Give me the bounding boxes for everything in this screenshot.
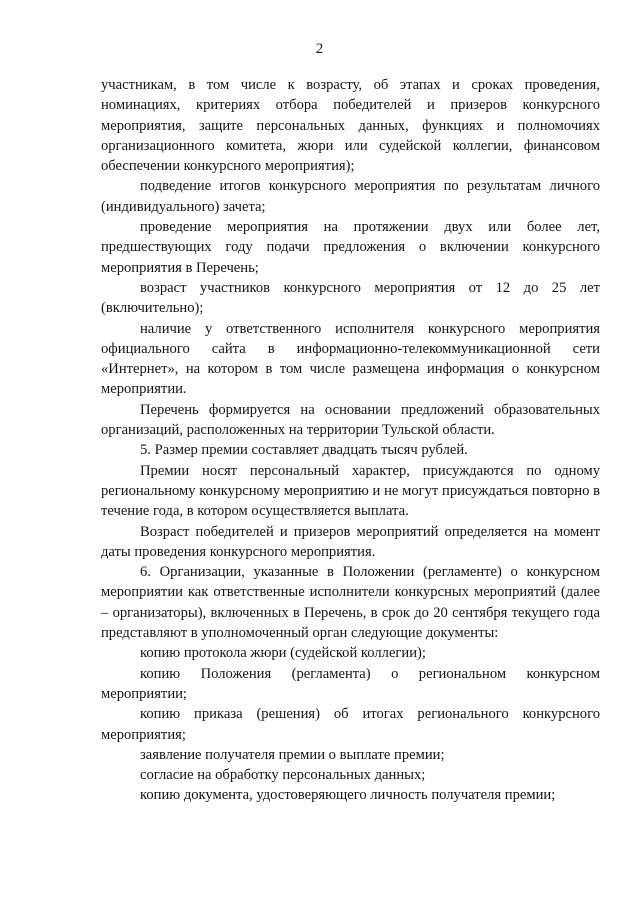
document-body	[101, 75, 600, 806]
paragraph-6: Перечень формируется на основании предложений образовательных организаций, расположенных на территории Тульской области.	[101, 401, 600, 439]
paragraph-7: 5. Размер премии составляет двадцать тысяч рублей.	[140, 442, 468, 459]
paragraph-8: Премии носят персональный характер, присуждаются по одному региональному конкурсному мероприятию и не могут присуждаться повторно в течение года, в котором осуществляется выплата.	[101, 462, 600, 520]
list-item-consent: согласие на обработку персональных данных;	[140, 767, 426, 784]
page-number: 2	[315, 41, 324, 57]
paragraph-2: подведение итогов конкурсного мероприятия по результатам личного (индивидуального) зачета;	[101, 178, 600, 215]
list-item-identity-document: копию документа, удостоверяющего личность получателя премии;	[140, 787, 556, 804]
paragraph-4: возраст участников конкурсного мероприятия от 12 до 25 лет (включительно);	[101, 279, 600, 317]
paragraph-10: 6. Организации, указанные в Положении (регламенте) о конкурсном мероприятии как ответственные исполнители конкурсных мероприятий (далее – организаторы), включенных в Перечень, в срок до 20 сентября текущего года представляют в уполномоченный орган следующие документы:	[101, 564, 600, 642]
paragraph-3: проведение мероприятия на протяжении двух или более лет, предшествующих году подачи предложения о включении конкурсного мероприятия в Перечень;	[101, 219, 600, 276]
paragraph-9: Возраст победителей и призеров мероприятий определяется на момент даты проведения конкурсного мероприятия.	[101, 523, 600, 560]
list-item-regulation: копию Положения (регламента) о региональном конкурсном мероприятии;	[101, 665, 600, 702]
paragraph-1: участникам, в том числе к возрасту, об этапах и сроках проведения, номинациях, критериях отбора победителей и призеров конкурсного мероприятия, защите персональных данных, функциях и полномочиях организационного комитета, жюри или судейской коллегии, финансовом обеспечении конкурсного мероприятия);	[101, 77, 600, 175]
list-item-protocol: копию протокола жюри (судейской коллегии);	[140, 645, 426, 662]
list-item-application: заявление получателя премии о выплате премии;	[140, 746, 445, 763]
paragraph-5: наличие у ответственного исполнителя конкурсного мероприятия официального сайта в информационно-телекоммуникационной сети «Интернет», на котором в том числе размещена информация о конкурсном мероприятии.	[101, 320, 600, 398]
list-item-order: копию приказа (решения) об итогах регионального конкурсного мероприятия;	[101, 706, 600, 743]
